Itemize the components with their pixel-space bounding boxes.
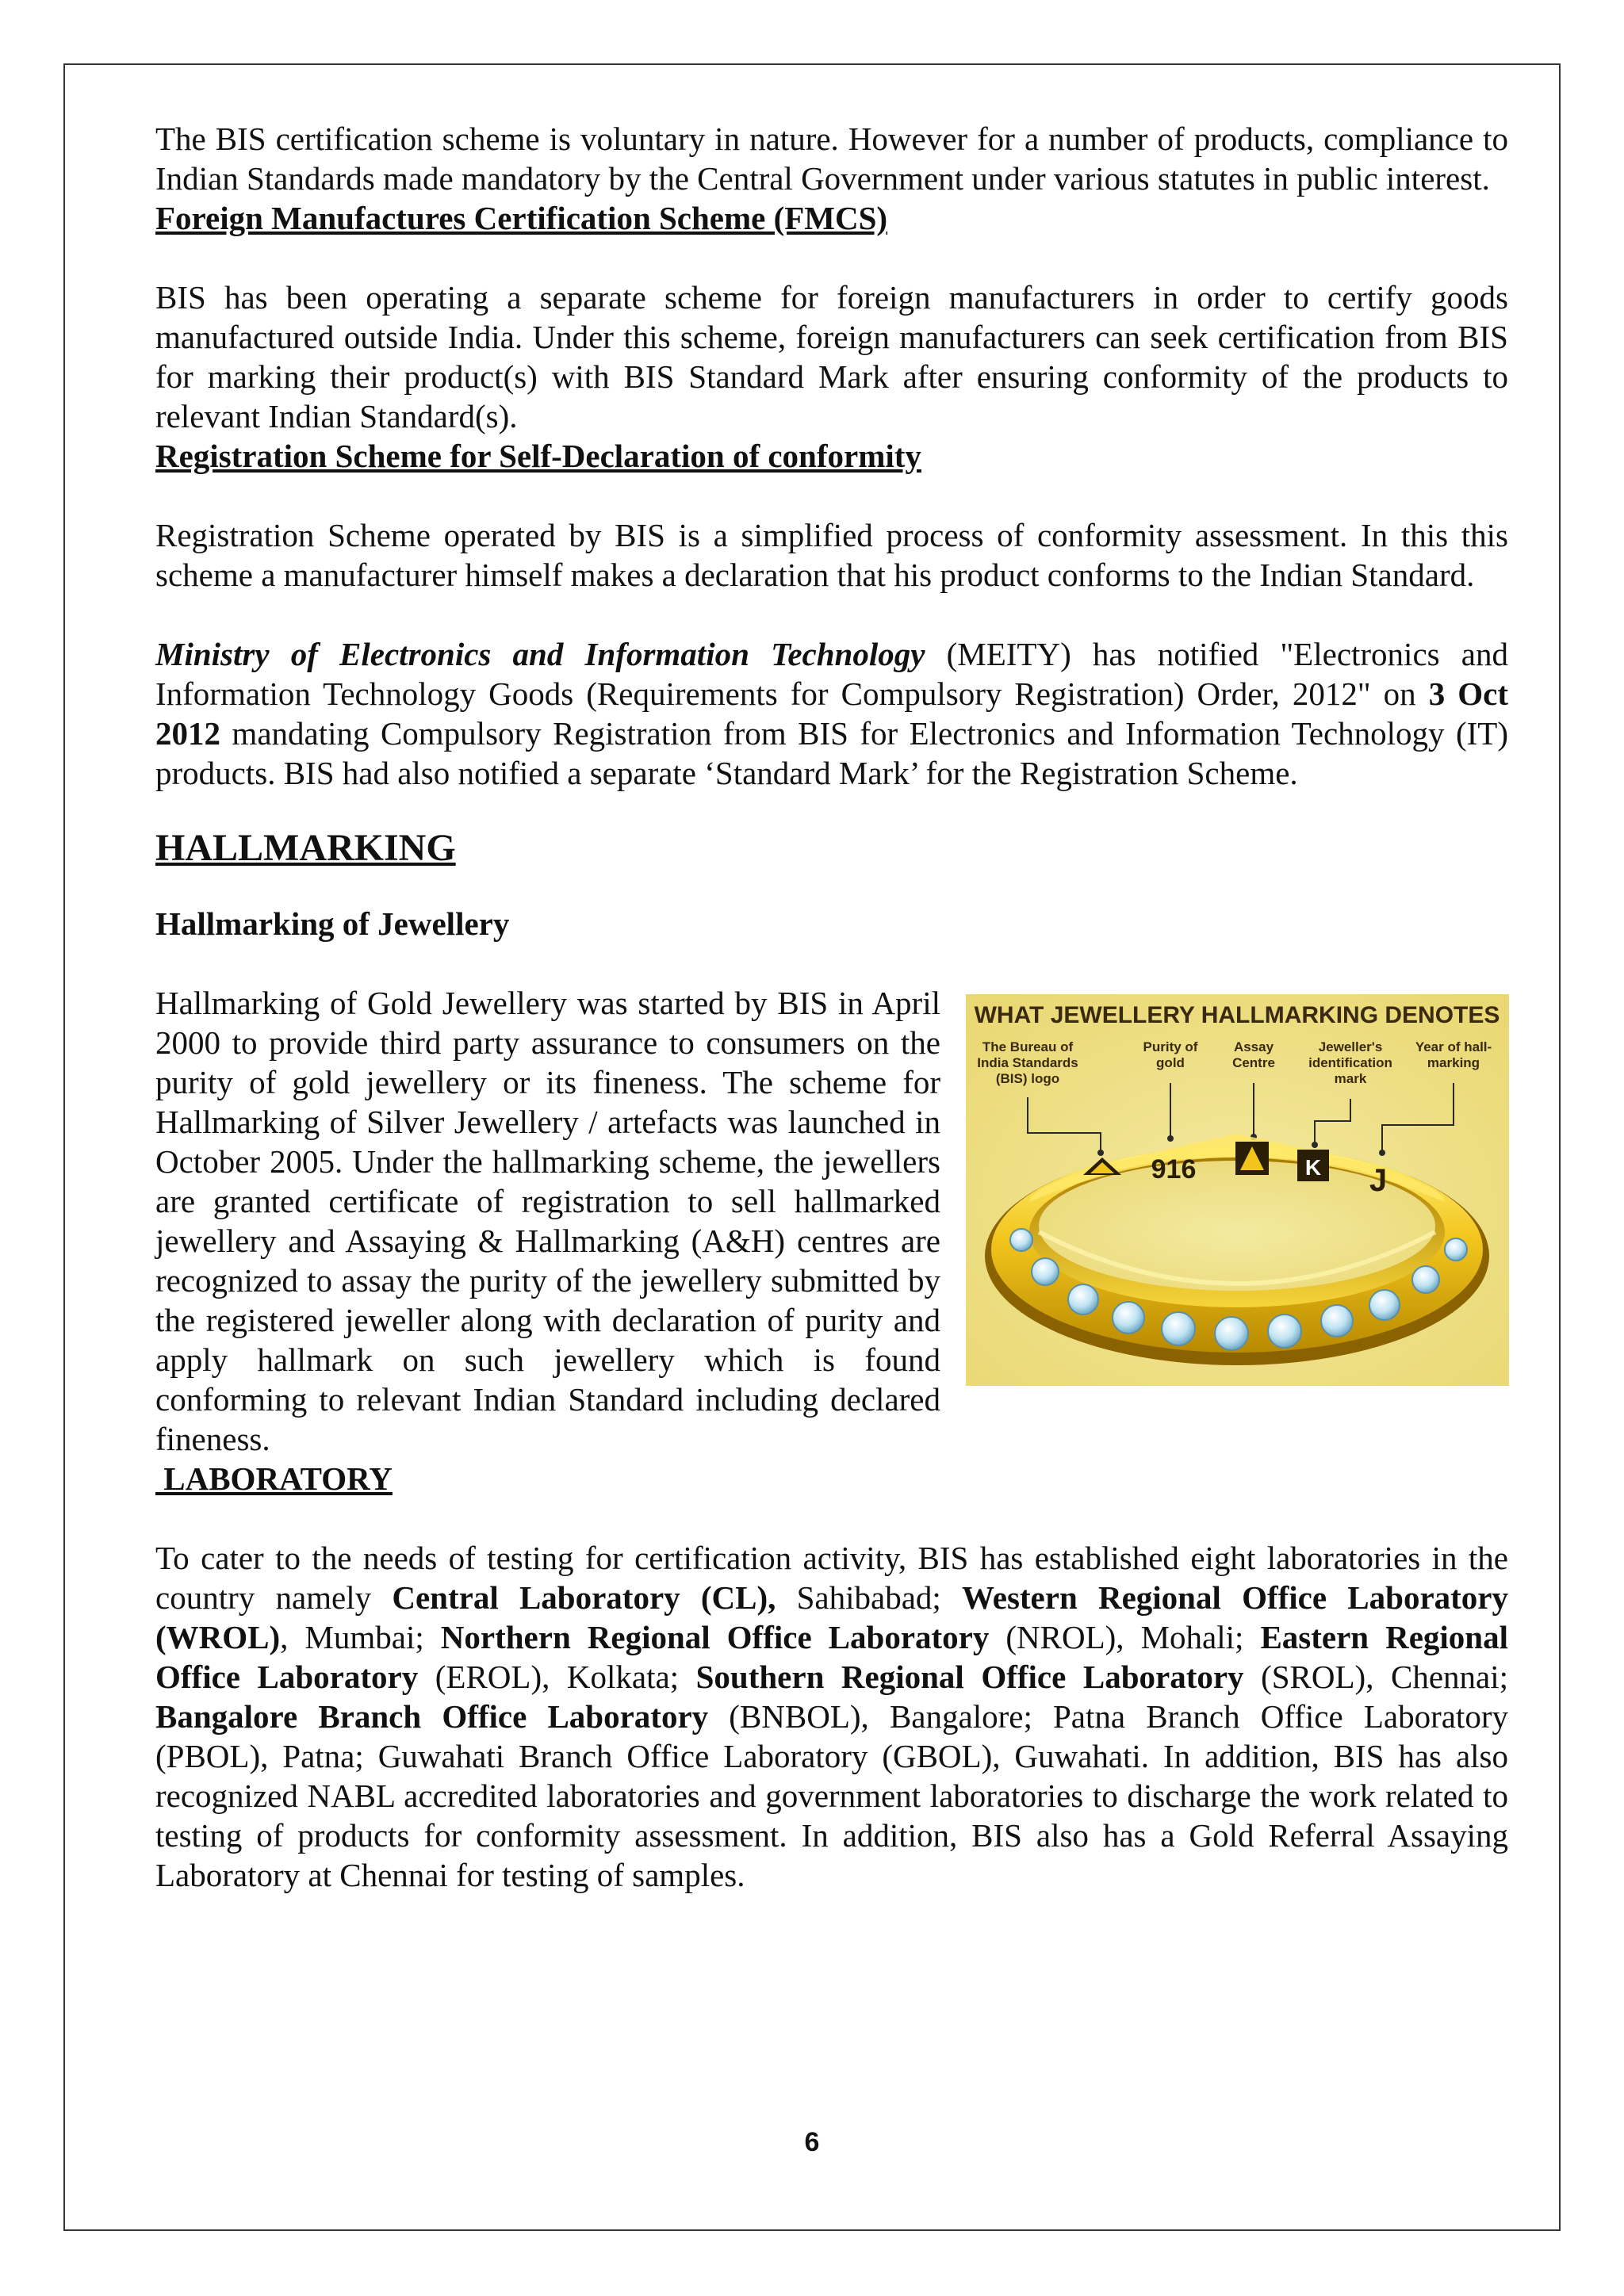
label-purity: Purity of gold (1143, 1039, 1198, 1070)
infographic-title: WHAT JEWELLERY HALLMARKING DENOTES (974, 1002, 1500, 1028)
laboratory-text: (SROL), Chennai; (1243, 1659, 1508, 1695)
laboratory-text: (BNBOL), Bangalore; Patna Branch Office Laboratory (PBOL), Patna; Guwahati Branch Office Laboratory (GBOL), Guwahati. In addition, BIS has also recognized NABL accredited laboratories and government laboratories to discharge the work related to testing of products for conformity assessment. In addition, BIS also has a Gold Referral Assaying Laboratory at Chennai for testing of samples. (155, 1698, 1508, 1893)
meity-date: 3 Oct 2012 (155, 675, 1508, 752)
meity-text-2: mandating Compulsory Registration from BIS for Electronics and Information Technology (IT) products. BIS had also notified a separate ‘Standard Mark’ for the Registration Scheme. (155, 715, 1508, 791)
laboratory-text: (NROL), Mohali; (989, 1619, 1261, 1655)
hallmarking-infographic (966, 994, 1509, 1386)
registration-paragraph: Registration Scheme operated by BIS is a simplified process of conformity assessment. In this this scheme a manufacturer himself makes a declaration that his product conforms to the Indian Standard. (155, 517, 1508, 593)
label-year: Year of hall-marking (1415, 1039, 1492, 1070)
page-content (155, 119, 1508, 1895)
label-assay-centre: Assay Centre (1232, 1039, 1275, 1070)
year-mark-stamp: J (1369, 1163, 1388, 1198)
laboratory-text: Sahibabad; (776, 1579, 963, 1616)
laboratory-heading: LABORATORY (155, 1460, 393, 1497)
hallmarking-section (155, 983, 1508, 1459)
meity-text-1: (MEITY) has notified "Electronics and Information Technology Goods (Requirements for Compulsory Registration) Order, 2012" on (155, 636, 1508, 712)
label-jeweller-mark: Jeweller's identification mark (1308, 1039, 1392, 1086)
laboratory-name: Bangalore Branch Office Laboratory (155, 1698, 709, 1735)
purity-stamp: 916 (1151, 1154, 1197, 1184)
laboratory-text: (EROL), Kolkata; (418, 1659, 696, 1695)
laboratory-name: Southern Regional Office Laboratory (695, 1659, 1244, 1695)
hallmarking-subheading: Hallmarking of Jewellery (155, 905, 510, 942)
laboratory-name: Western Regional Office Laboratory (WROL) (155, 1579, 1508, 1655)
jeweller-mark-stamp: K (1304, 1155, 1322, 1180)
laboratory-name: Central Laboratory (CL), (392, 1579, 776, 1616)
fmcs-paragraph: BIS has been operating a separate scheme for foreign manufacturers in order to certify goods manufactured outside India. Under this scheme, foreign manufacturers can seek certification from BIS for marking their product(s) with BIS Standard Mark after ensuring conformity of the products to relevant Indian Standard(s). (155, 279, 1508, 434)
laboratory-name: Northern Regional Office Laboratory (440, 1619, 990, 1655)
page-number: 6 (804, 2127, 820, 2157)
intro-paragraph: The BIS certification scheme is voluntary in nature. However for a number of products, compliance to Indian Standards made mandatory by the Central Government under various statutes in public interest. (155, 121, 1508, 197)
label-bis-logo: The Bureau of India Standards (BIS) logo (977, 1039, 1078, 1086)
registration-heading: Registration Scheme for Self-Declaration of conformity (155, 438, 921, 474)
meity-paragraph (155, 634, 1508, 793)
laboratory-paragraph (155, 1538, 1508, 1895)
hallmarking-heading: HALLMARKING (155, 827, 456, 869)
laboratory-text: , Mumbai; (280, 1619, 441, 1655)
laboratory-text: To cater to the needs of testing for certification activity, BIS has established eight laboratories in the country namely (155, 1540, 1508, 1616)
laboratory-name: Eastern Regional Office Laboratory (155, 1619, 1509, 1695)
hallmarking-paragraph: Hallmarking of Gold Jewellery was started by BIS in April 2000 to provide third party assurance to consumers on the purity of gold jewellery or its fineness. The scheme for Hallmarking of Silver Jewellery / artefacts was launched in October 2005. Under the hallmarking scheme, the jewellers are granted certificate of registration to sell hallmarked jewellery and Assaying & Hallmarking (A&H) centres are recognized to assay the purity of the jewellery submitted by the registered jeweller along with declaration of purity and apply hallmark on such jewellery which is found conforming to relevant Indian Standard including declared fineness. (155, 985, 940, 1457)
meity-ministry-name: Ministry of Electronics and Information Technology (155, 636, 925, 672)
fmcs-heading: Foreign Manufactures Certification Scheme (FMCS) (155, 200, 888, 236)
